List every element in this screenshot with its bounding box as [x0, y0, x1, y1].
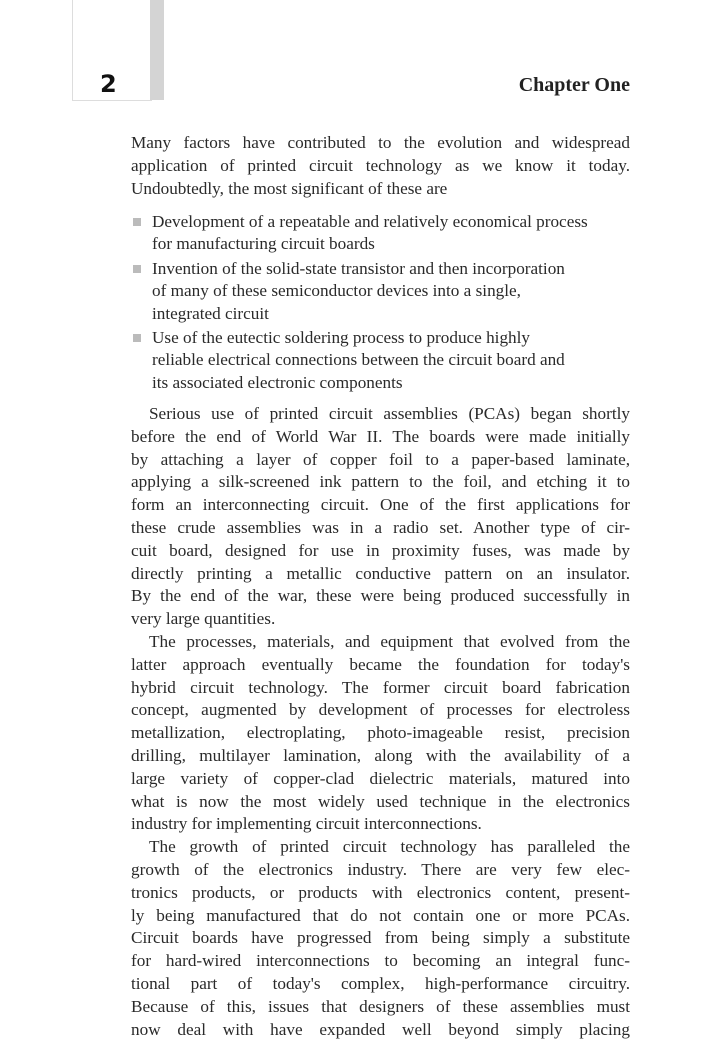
text-line: Because of this, issues that designers of these assemblies must [131, 996, 630, 1016]
text-line: very large quantities. [131, 609, 276, 629]
text-line: Use of the eutectic soldering process to produce highly [152, 328, 531, 348]
text-line: drilling, multilayer lamination, along with the availability of a [131, 745, 630, 765]
bullet-item [131, 211, 630, 256]
page-tab-bar [150, 0, 164, 100]
text-line: for manufacturing circuit boards [152, 234, 375, 254]
text-line: latter approach eventually became the foundation for today's [131, 654, 630, 674]
text-line: hybrid circuit technology. The former circuit board fabrication [131, 677, 630, 697]
bullet-item [131, 327, 630, 394]
bullet-item [131, 258, 630, 325]
text-line: The growth of printed circuit technology has paralleled the [149, 837, 630, 857]
paragraph [131, 403, 630, 631]
intro-paragraph [131, 132, 630, 200]
text-line: Invention of the solid-state transistor and then incorporation [152, 258, 565, 278]
text-line: applying a silk-screened ink pattern to the foil, and etching it to [131, 472, 630, 492]
square-bullet-icon [133, 334, 141, 342]
square-bullet-icon [133, 218, 141, 226]
bullet-list [131, 211, 630, 396]
text-line: application of printed circuit technology as we know it today. [131, 155, 630, 175]
paragraph [131, 836, 630, 1041]
page-number: 2 [100, 70, 117, 98]
text-line: by attaching a layer of copper foil to a paper-based laminate, [131, 449, 630, 469]
paragraph [131, 631, 630, 836]
text-line: metallization, electroplating, photo-imageable resist, precision [131, 723, 630, 743]
text-line: its associated electronic components [152, 372, 403, 392]
text-line: The processes, materials, and equipment that evolved from the [149, 631, 630, 651]
text-line: Circuit boards have progressed from being simply a substitute [131, 928, 630, 948]
text-line: Serious use of printed circuit assemblies (PCAs) began shortly [149, 404, 630, 423]
text-line: large variety of copper-clad dielectric materials, matured into [131, 768, 630, 788]
text-line: before the end of World War II. The boards were made initially [131, 426, 630, 446]
text-line: of many of these semiconductor devices into a single, [152, 281, 521, 301]
text-line: concept, augmented by development of processes for electroless [131, 700, 630, 720]
text-line: tronics products, or products with electronics content, present- [131, 882, 630, 902]
text-line: integrated circuit [152, 303, 269, 323]
text-line: form an interconnecting circuit. One of the first applications for [131, 495, 630, 515]
text-line: directly printing a metallic conductive pattern on an insulator. [131, 563, 630, 583]
text-line: industry for implementing circuit interconnections. [131, 814, 482, 834]
text-line: Undoubtedly, the most significant of these are [131, 178, 448, 198]
text-line: Development of a repeatable and relatively economical process [152, 212, 588, 231]
square-bullet-icon [133, 265, 141, 273]
text-line: now deal with have expanded well beyond simply placing [131, 1019, 630, 1039]
text-line: reliable electrical connections between the circuit board and [152, 350, 565, 370]
text-line: cuit board, designed for use in proximity fuses, was made by [131, 540, 630, 560]
text-line: growth of the electronics industry. There are very few elec- [131, 859, 630, 879]
text-line: By the end of the war, these were being produced successfully in [131, 586, 630, 606]
text-line: what is now the most widely used technique in the electronics [131, 791, 630, 811]
text-line: ly being manufactured that do not contain one or more PCAs. [131, 905, 630, 925]
chapter-title: Chapter One [518, 74, 630, 96]
text-line: these crude assemblies was in a radio set. Another type of cir- [131, 517, 630, 537]
text-line: for hard-wired interconnections to becoming an integral func- [131, 951, 630, 971]
text-line: tional part of today's complex, high-performance circuitry. [131, 973, 630, 993]
text-line: Many factors have contributed to the evolution and widespread [131, 133, 630, 152]
body-paragraphs [131, 403, 630, 1041]
